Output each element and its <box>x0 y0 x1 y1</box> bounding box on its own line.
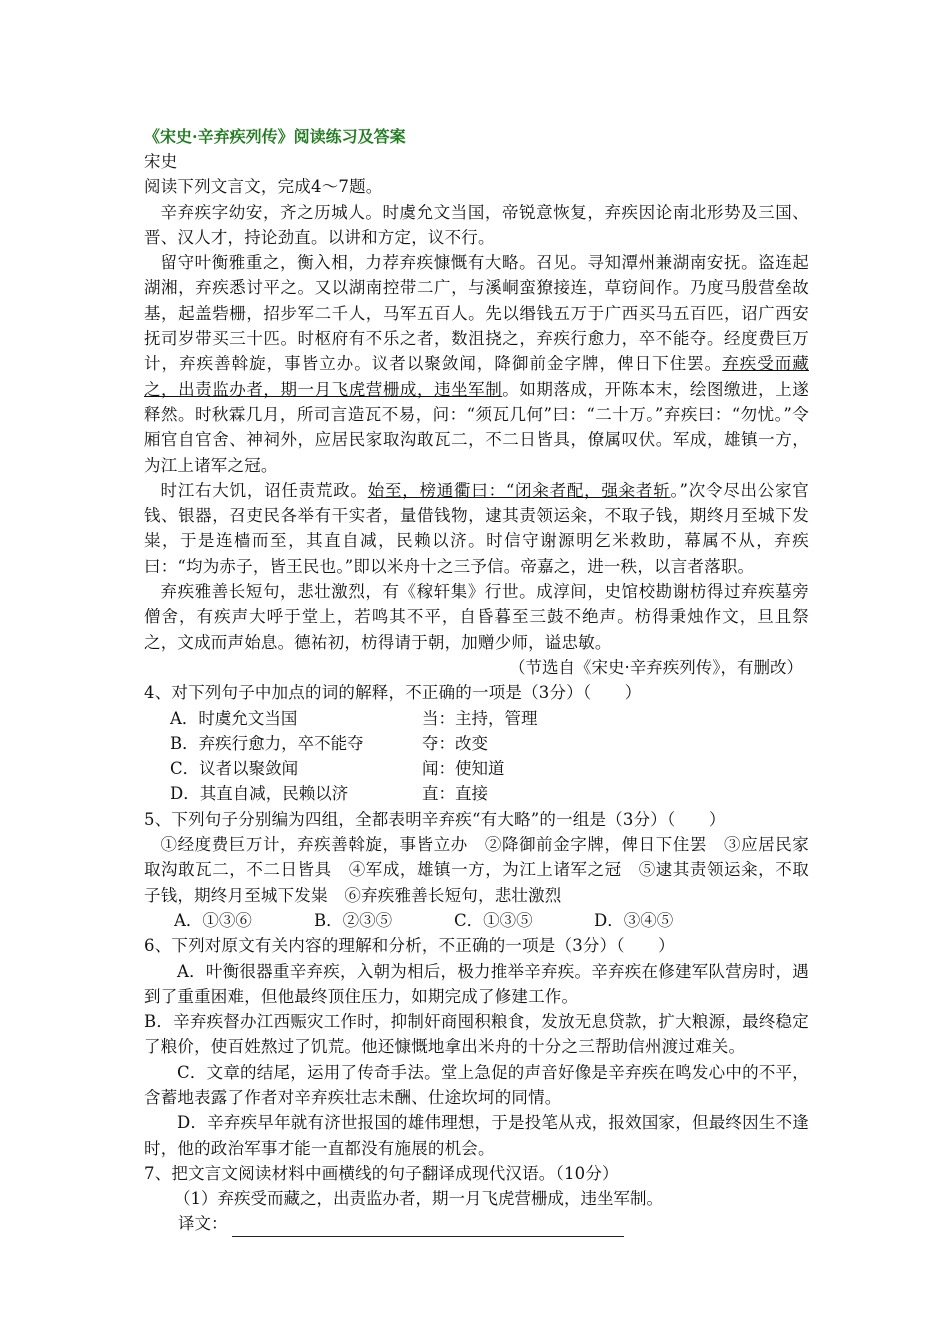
question-7-item-1: （1）弃疾受而藏之，出责监办者，期一月飞虎营栅成，违坐军制。 <box>174 1189 663 1209</box>
option-sentence: C．议者以聚敛闻 <box>170 759 299 779</box>
option-gloss: 夺：改变 <box>422 733 488 753</box>
option-sentence: A．时虞允文当国 <box>170 708 298 728</box>
translation-label: 译文： <box>178 1214 228 1234</box>
choice-a: A．①③⑥ <box>174 910 252 930</box>
option-sentence: D．其直自减，民赖以济 <box>170 784 349 804</box>
translation-answer <box>144 1211 809 1236</box>
option-gloss: 闻：使知道 <box>422 759 505 779</box>
question-4-stem: 4、对下列句子中加点的词的解释，不正确的一项是（3分）（ ） <box>144 683 642 703</box>
question-7-stem: 7、把文言文阅读材料中画横线的句子翻译成现代汉语。（10分） <box>144 1163 619 1183</box>
answer-blank-line[interactable] <box>232 1218 624 1237</box>
underlined-sentence-1: 弃疾受而藏之，出责监办者，期一月飞虎营栅成，违坐军制 <box>144 354 810 399</box>
question-6-option-a: A．叶衡很器重辛弃疾，入朝为相后，极力推举辛弃疾。辛弃疾在修建军队营房时，遇到了重重困难，但他最终顶住压力，如期完成了修建工作。 <box>144 961 809 1006</box>
passage-text: 留守叶衡雅重之，衡入相，力荐弃疾慷慨有大略。召见。寻知潭州兼湖南安抚。盗连起湖湘，弃疾悉讨平之。又以湖南控带二广，与溪峒蛮獠接连，草窃间作。乃度马殷营垒故基，起盖砦栅，招步军二千人，马军五百人。先以缗钱五万于广西买马五百匹，诏广西安抚司岁带买三十匹。时枢府有不乐之者，数沮挠之，弃疾行愈力，卒不能夺。经度费巨万计，弃疾善斡旋，事皆立办。议者以聚敛闻，降御前金字牌，俾日下住罢。 <box>144 253 809 374</box>
option-gloss: 当：主持，管理 <box>422 708 538 728</box>
passage-paragraph-3 <box>144 478 809 579</box>
passage-paragraph-4: 弃疾雅善长短句，悲壮激烈，有《稼轩集》行世。成淳间，史馆校勘谢枋得过弃疾墓旁僧舍，有疾声大呼于堂上，若鸣其不平，自昏暮至三鼓不绝声。枋得秉烛作文，旦且祭之，文成而声始息。德祐初，枋得请于朝，加赠少师，谥忠敏。 <box>144 582 809 652</box>
source-note: （节选自《宋史·辛弃疾列传》，有删改） <box>509 657 803 677</box>
document-title: 《宋史·辛弃疾列传》阅读练习及答案 <box>144 127 406 146</box>
instruction: 阅读下列文言文，完成4～7题。 <box>144 177 383 197</box>
passage-text: 时江右大饥，诏任责荒政。 <box>160 480 368 500</box>
option-gloss: 直：直接 <box>422 784 488 804</box>
question-5-stem: 5、下列句子分别编为四组，全都表明辛弃疾“有大略”的一组是（3分）（ ） <box>144 809 726 829</box>
underlined-sentence-2: 始至，榜通衢曰：“闭籴者配，强籴者斩 <box>367 480 671 500</box>
choice-b: B．②③⑤ <box>314 910 393 930</box>
question-4-option <box>144 781 809 806</box>
question-6-stem: 6、下列对原文有关内容的理解和分析，不正确的一项是（3分）（ ） <box>144 936 675 956</box>
question-5-choices <box>144 908 809 933</box>
passage-text: 。”次令尽出公家官钱、银器，召吏民各举有干实者，量借钱物，逮其责领运籴，不取子钱，期终月至城下发粜，于是连樯而至，其直自减，民赖以济。时信守谢源明乞米救助，幕属不从，弃疾曰：“均为赤子，皆王民也。”即以米舟十之三予信。帝嘉之，进一秩，以言者落职。 <box>144 480 809 576</box>
question-4-option <box>144 756 809 781</box>
passage-paragraph-2 <box>144 250 809 478</box>
question-6-option-d: D．辛弃疾早年就有济世报国的雄伟理想，于是投笔从戎，报效国家，但最终因生不逢时，他的政治军事才能一直都没有施展的机会。 <box>144 1113 809 1158</box>
source-label: 宋史 <box>144 152 178 171</box>
choice-c: C．①③⑤ <box>454 910 533 930</box>
question-6-option-b: B．辛弃疾督办江西赈灾工作时，抑制奸商囤积粮食，发放无息贷款，扩大粮源，最终稳定了粮价，使百姓熬过了饥荒。他还慷慨地拿出米舟的十分之三帮助信州渡过难关。 <box>144 1012 809 1057</box>
question-4-option <box>144 731 809 756</box>
option-sentence: B．弃疾行愈力，卒不能夺 <box>170 733 364 753</box>
question-6-option-c: C．文章的结尾，运用了传奇手法。堂上急促的声音好像是辛弃疾在鸣发心中的不平，含蓄地表露了作者对辛弃疾壮志未酬、仕途坎坷的同情。 <box>144 1062 809 1107</box>
question-5-body: ①经度费巨万计，弃疾善斡旋，事皆立办 ②降御前金字牌，俾日下住罢 ③应居民家取沟敢瓦二，不二日皆具 ④军成，雄镇一方，为江上诸军之冠 ⑤逮其责领运籴，不取子钱，期终月至城下发粜 ⑥弃疾雅善长短句，悲壮激烈 <box>144 835 809 905</box>
document-page <box>144 124 809 1237</box>
passage-paragraph-1: 辛弃疾字幼安，齐之历城人。时虞允文当国，帝锐意恢复，弃疾因论南北形势及三国、晋、汉人才，持论劲直。以讲和方定，议不行。 <box>144 202 809 247</box>
choice-d: D．③④⑤ <box>594 910 674 930</box>
passage-text: 。如期落成，开陈本末，绘图缴进，上遂释然。时秋霖几月，所司言造瓦不易，问：“须瓦几何”曰：“二十万。”弃疾曰：“勿忧。”令厢官自官舍、神祠外，应居民家取沟敢瓦二，不二日皆具，僚属叹伏。军成，雄镇一方，为江上诸军之冠。 <box>144 379 809 475</box>
question-4-option <box>144 706 809 731</box>
